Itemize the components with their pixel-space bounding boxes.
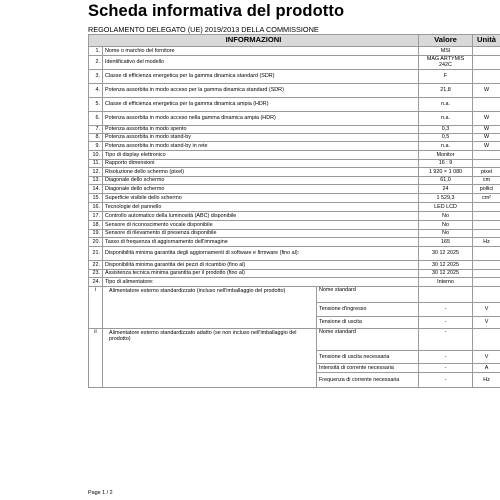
row-value: No bbox=[419, 211, 473, 220]
row-unit bbox=[473, 56, 500, 70]
row-value: 30 12 2025 bbox=[419, 260, 473, 269]
row-value: Interno bbox=[419, 277, 473, 286]
table-row bbox=[89, 111, 500, 125]
column-header-value: Valore bbox=[419, 35, 473, 47]
psu-marker: ii bbox=[89, 328, 103, 387]
table-row bbox=[89, 277, 500, 286]
psu-item-label: Tensione d'ingresso bbox=[317, 302, 419, 316]
row-unit bbox=[473, 260, 500, 269]
psu-item-unit: V bbox=[473, 302, 500, 316]
row-unit: W bbox=[473, 111, 500, 125]
row-unit bbox=[473, 202, 500, 211]
row-unit bbox=[473, 47, 500, 56]
psu-item-value: - bbox=[419, 316, 473, 328]
row-value: n.a. bbox=[419, 97, 473, 111]
row-value: 16 : 9 bbox=[419, 159, 473, 167]
row-number: 4. bbox=[89, 83, 103, 97]
table-row bbox=[89, 202, 500, 211]
row-number: 10. bbox=[89, 150, 103, 159]
row-value: n.a. bbox=[419, 111, 473, 125]
row-number: 21. bbox=[89, 246, 103, 260]
table-row bbox=[89, 184, 500, 193]
row-value: No bbox=[419, 220, 473, 229]
row-label: Potenza assorbita in modo stand-by bbox=[103, 133, 419, 141]
psu-item-value: - bbox=[419, 363, 473, 372]
row-number: 13. bbox=[89, 176, 103, 184]
row-label: Tipo di display elettronico bbox=[103, 150, 419, 159]
row-unit: W bbox=[473, 133, 500, 141]
row-unit bbox=[473, 277, 500, 286]
row-value: 21,8 bbox=[419, 83, 473, 97]
table-row bbox=[89, 229, 500, 237]
row-label: Rapporto dimensioni bbox=[103, 159, 419, 167]
regulation-subtitle: REGOLAMENTO DELEGATO (UE) 2019/2013 DELLA COMMISSIONE bbox=[88, 25, 319, 34]
table-row bbox=[89, 56, 500, 70]
row-value: 1 529,3 bbox=[419, 193, 473, 202]
row-unit: W bbox=[473, 83, 500, 97]
row-label: Diagonale dello schermo bbox=[103, 176, 419, 184]
row-label: Disponibilità minima garantita dei pezzi di ricambio (fino al) bbox=[103, 260, 419, 269]
row-number: 9. bbox=[89, 141, 103, 150]
row-label: Tecnologie del pannello bbox=[103, 202, 419, 211]
row-label: Sensore di rilevamento di presenza disponibile bbox=[103, 229, 419, 237]
row-number: 18. bbox=[89, 220, 103, 229]
page-title: Scheda informativa del prodotto bbox=[88, 2, 345, 20]
row-number: 7. bbox=[89, 125, 103, 133]
row-number: 6. bbox=[89, 111, 103, 125]
row-unit: W bbox=[473, 125, 500, 133]
row-number: 16. bbox=[89, 202, 103, 211]
row-label: Disponibilità minima garantita degli aggiornamenti di software e firmware (fino al): bbox=[103, 246, 419, 260]
table-row bbox=[89, 211, 500, 220]
psu-item-unit bbox=[473, 328, 500, 350]
psu-item-unit: A bbox=[473, 363, 500, 372]
row-label: Potenza assorbita in modo acceso per la gamma dinamica standard (SDR) bbox=[103, 83, 419, 97]
row-label: Superficie visibile dello schermo bbox=[103, 193, 419, 202]
row-value: 30 12 2025 bbox=[419, 269, 473, 277]
psu-item-label: Tensione di uscita necessaria bbox=[317, 350, 419, 363]
table-row bbox=[89, 167, 500, 176]
table-row bbox=[89, 69, 500, 83]
psu-item-label: Nome standard bbox=[317, 328, 419, 350]
row-value: 165 bbox=[419, 237, 473, 246]
row-unit bbox=[473, 246, 500, 260]
table-row bbox=[89, 125, 500, 133]
row-number: 14. bbox=[89, 184, 103, 193]
row-value: MAG ARTYMIS 242C bbox=[419, 56, 473, 70]
row-number: 20. bbox=[89, 237, 103, 246]
table-row bbox=[89, 159, 500, 167]
row-label: Tasso di frequenza di aggiornamento dell'immagine bbox=[103, 237, 419, 246]
row-label: Potenza assorbita in modo stand-by in rete bbox=[103, 141, 419, 150]
psu-label: Alimentatore esterno standardizzato (incluso nell'imballaggio del prodotto) bbox=[103, 286, 317, 328]
row-unit: pollici bbox=[473, 184, 500, 193]
row-number: 3. bbox=[89, 69, 103, 83]
row-label: Assistenza tecnica minima garantita per il prodotto (fino al) bbox=[103, 269, 419, 277]
psu-label: Alimentatore esterno standardizzato adatto (se non incluso nell'imballaggio del prodotto) bbox=[103, 328, 317, 387]
row-unit bbox=[473, 211, 500, 220]
psu-item-label: Frequenza di corrente necessaria bbox=[317, 372, 419, 387]
row-label: Identificativo del modello bbox=[103, 56, 419, 70]
row-value: Monitor bbox=[419, 150, 473, 159]
row-unit bbox=[473, 269, 500, 277]
row-number: 22. bbox=[89, 260, 103, 269]
row-label: Classe di efficienza energetica per la gamma dinamica standard (SDR) bbox=[103, 69, 419, 83]
psu-item-value: - bbox=[419, 372, 473, 387]
table-row bbox=[89, 133, 500, 141]
row-value: No bbox=[419, 229, 473, 237]
row-label: Risoluzione dello schermo (pixel) bbox=[103, 167, 419, 176]
row-unit bbox=[473, 97, 500, 111]
psu-item-value bbox=[419, 286, 473, 302]
row-unit bbox=[473, 159, 500, 167]
row-value: 24 bbox=[419, 184, 473, 193]
psu-marker: i bbox=[89, 286, 103, 328]
row-value: MSI bbox=[419, 47, 473, 56]
row-number: 5. bbox=[89, 97, 103, 111]
column-header-info: INFORMAZIONI bbox=[89, 35, 419, 47]
row-label: Potenza assorbita in modo acceso nella gamma dinamica ampia (HDR) bbox=[103, 111, 419, 125]
psu-item-label: Tensione di uscita bbox=[317, 316, 419, 328]
row-unit: Hz bbox=[473, 237, 500, 246]
table-row bbox=[89, 260, 500, 269]
row-label: Sensore di riconoscimento vocale disponibile bbox=[103, 220, 419, 229]
page-number: Page 1 / 2 bbox=[88, 490, 113, 496]
row-value: 30 12 2025 bbox=[419, 246, 473, 260]
psu-item-label: Intensità di corrente necessaria bbox=[317, 363, 419, 372]
row-number: 15. bbox=[89, 193, 103, 202]
row-label: Classe di efficienza energetica per la gamma dinamica ampia (HDR) bbox=[103, 97, 419, 111]
psu-item-unit: V bbox=[473, 316, 500, 328]
row-unit bbox=[473, 229, 500, 237]
row-number: 11. bbox=[89, 159, 103, 167]
row-unit bbox=[473, 150, 500, 159]
row-number: 1. bbox=[89, 47, 103, 56]
psu-item-value: - bbox=[419, 302, 473, 316]
row-value: LED LCD bbox=[419, 202, 473, 211]
row-number: 12. bbox=[89, 167, 103, 176]
psu-item-unit: V bbox=[473, 350, 500, 363]
psu-item-value: - bbox=[419, 328, 473, 350]
row-label: Diagonale dello schermo bbox=[103, 184, 419, 193]
table-row bbox=[89, 97, 500, 111]
row-number: 23. bbox=[89, 269, 103, 277]
table-row bbox=[89, 83, 500, 97]
row-label: Nome o marchio del fornitore bbox=[103, 47, 419, 56]
row-value: 0,3 bbox=[419, 125, 473, 133]
row-value: 61,0 bbox=[419, 176, 473, 184]
table-row bbox=[89, 269, 500, 277]
table-row bbox=[89, 47, 500, 56]
psu-row bbox=[89, 286, 500, 302]
table-body bbox=[89, 47, 500, 388]
row-number: 2. bbox=[89, 56, 103, 70]
row-label: Potenza assorbita in modo spento bbox=[103, 125, 419, 133]
psu-item-unit bbox=[473, 286, 500, 302]
table-row bbox=[89, 193, 500, 202]
table-row bbox=[89, 246, 500, 260]
table-row bbox=[89, 141, 500, 150]
table-row bbox=[89, 237, 500, 246]
table-row bbox=[89, 150, 500, 159]
row-value: 1 920 × 1 080 bbox=[419, 167, 473, 176]
row-label: Controllo automatico della luminosità (ABC) disponibile bbox=[103, 211, 419, 220]
row-value: 0,5 bbox=[419, 133, 473, 141]
row-unit bbox=[473, 220, 500, 229]
row-value: F bbox=[419, 69, 473, 83]
product-info-table bbox=[88, 34, 500, 388]
row-unit: pixel bbox=[473, 167, 500, 176]
row-number: 17. bbox=[89, 211, 103, 220]
table-row bbox=[89, 220, 500, 229]
row-unit: cm² bbox=[473, 193, 500, 202]
row-unit bbox=[473, 69, 500, 83]
table-row bbox=[89, 176, 500, 184]
row-unit: W bbox=[473, 141, 500, 150]
psu-item-label: Nome standard bbox=[317, 286, 419, 302]
row-label: Tipo di alimentatore: bbox=[103, 277, 419, 286]
column-header-unit: Unità bbox=[473, 35, 500, 47]
row-number: 19. bbox=[89, 229, 103, 237]
table-header-row bbox=[89, 35, 500, 47]
row-value: n.a. bbox=[419, 141, 473, 150]
row-number: 24. bbox=[89, 277, 103, 286]
row-unit: cm bbox=[473, 176, 500, 184]
psu-item-unit: Hz bbox=[473, 372, 500, 387]
psu-row bbox=[89, 328, 500, 350]
row-number: 8. bbox=[89, 133, 103, 141]
psu-item-value: - bbox=[419, 350, 473, 363]
